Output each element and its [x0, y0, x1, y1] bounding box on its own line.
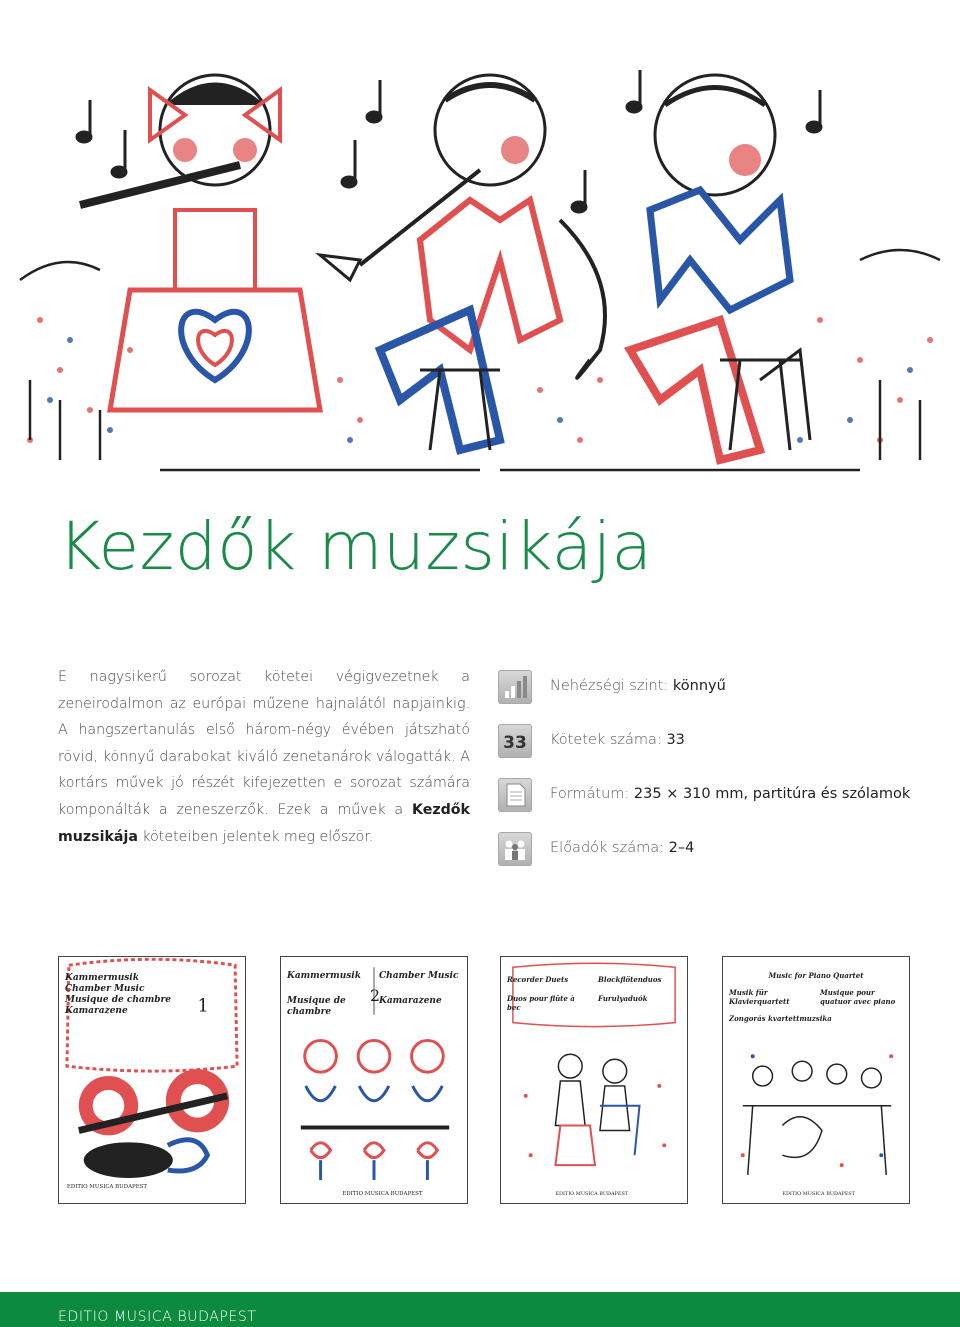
volume-count-icon	[498, 724, 532, 758]
cover-3-line-2: Blockflötenduos	[598, 975, 662, 984]
spec-format-label: Formátum:	[550, 786, 630, 802]
intro-paragraph-2: A hangszertanulás első három-négy évében játszható rövid, könnyű darabokat kiváló zenetanárok válogatták.	[58, 722, 470, 765]
cover-1-line-2: Chamber Music	[65, 984, 145, 994]
cover-3-line-1: Recorder Duets	[507, 975, 569, 984]
spec-performers	[498, 832, 938, 872]
cover-quartet-publisher: EDITIO MUSICA BUDAPEST	[782, 1190, 856, 1197]
cover-2-line-2: Chamber Music	[379, 971, 459, 981]
series-name-emphasis: Kezdők muzsikája	[58, 801, 470, 845]
cover-recorder-duets[interactable]	[500, 956, 688, 1204]
cover-3-line-4: Furulyaduók	[598, 994, 648, 1003]
volume-count-badge: 33	[503, 733, 527, 753]
performers-icon	[498, 832, 532, 866]
intro-paragraph-3-end: köteteiben jelentek meg először.	[137, 828, 374, 845]
spec-volumes-value: 33	[666, 732, 685, 748]
cover-volume-1-number: 1	[197, 995, 209, 1017]
footer-bar	[0, 1292, 960, 1327]
cover-recorder-publisher: EDITIO MUSICA BUDAPEST	[555, 1190, 629, 1197]
page-title: Kezdők muzsikája	[58, 508, 653, 585]
spec-performers-value: 2–4	[668, 840, 695, 856]
cover-piano-quartet[interactable]	[722, 956, 910, 1204]
spec-volumes	[498, 724, 938, 764]
spec-difficulty-label: Nehézségi szint:	[550, 678, 669, 694]
cover-2-line-1: Kammermusik	[287, 971, 361, 981]
spec-performers-label: Előadók száma:	[550, 840, 664, 856]
spec-difficulty-value: könnyű	[672, 678, 726, 694]
cover-4-line-3: Musique pour quatuor avec piano	[820, 988, 896, 1006]
cover-4-line-1: Music for Piano Quartet	[768, 971, 864, 980]
difficulty-bars-icon	[498, 670, 532, 704]
intro-text	[58, 664, 470, 850]
cover-volume-2-publisher: EDITIO MUSICA BUDAPEST	[342, 1190, 423, 1197]
cover-4-line-2: Musik für Klavierquartett	[729, 988, 790, 1006]
cover-1-line-4: Kamarazene	[65, 1006, 128, 1016]
spec-volumes-label: Kötetek száma:	[550, 732, 662, 748]
cover-4-line-4: Zongorás kvartettmuzsika	[729, 1014, 832, 1023]
cover-volume-2[interactable]	[280, 956, 468, 1204]
intro-paragraph-3-start: A kortárs művek jó részét kifejezetten e sorozat számára komponálták a zeneszerzők. Ezek a művek a	[58, 748, 471, 818]
cover-2-line-3: Musique de chambre	[287, 996, 346, 1017]
spec-difficulty	[498, 670, 938, 710]
cover-1-line-1: Kammermusik	[65, 973, 139, 983]
hero-illustration	[0, 20, 960, 480]
cover-1-line-3: Musique de chambre	[65, 995, 171, 1005]
footer-publisher: EDITIO MUSICA BUDAPEST	[58, 1309, 257, 1325]
intro-paragraph-1: E nagysikerű sorozat kötetei végigvezetnek a zeneirodalmon az európai műzene hajnalától napjainkig.	[58, 669, 470, 712]
cover-volume-1[interactable]	[58, 956, 246, 1204]
cover-volume-1-publisher: EDITIO MUSICA BUDAPEST	[66, 1183, 148, 1190]
cover-3-line-3: Duos pour flûte à bec	[507, 994, 575, 1012]
spec-format-value: 235 × 310 mm, partitúra és szólamok	[633, 786, 911, 802]
spec-format	[498, 778, 938, 818]
document-icon	[498, 778, 532, 812]
cover-volume-2-number: 2	[370, 985, 381, 1005]
cover-2-line-4: Kamarazene	[379, 996, 442, 1006]
